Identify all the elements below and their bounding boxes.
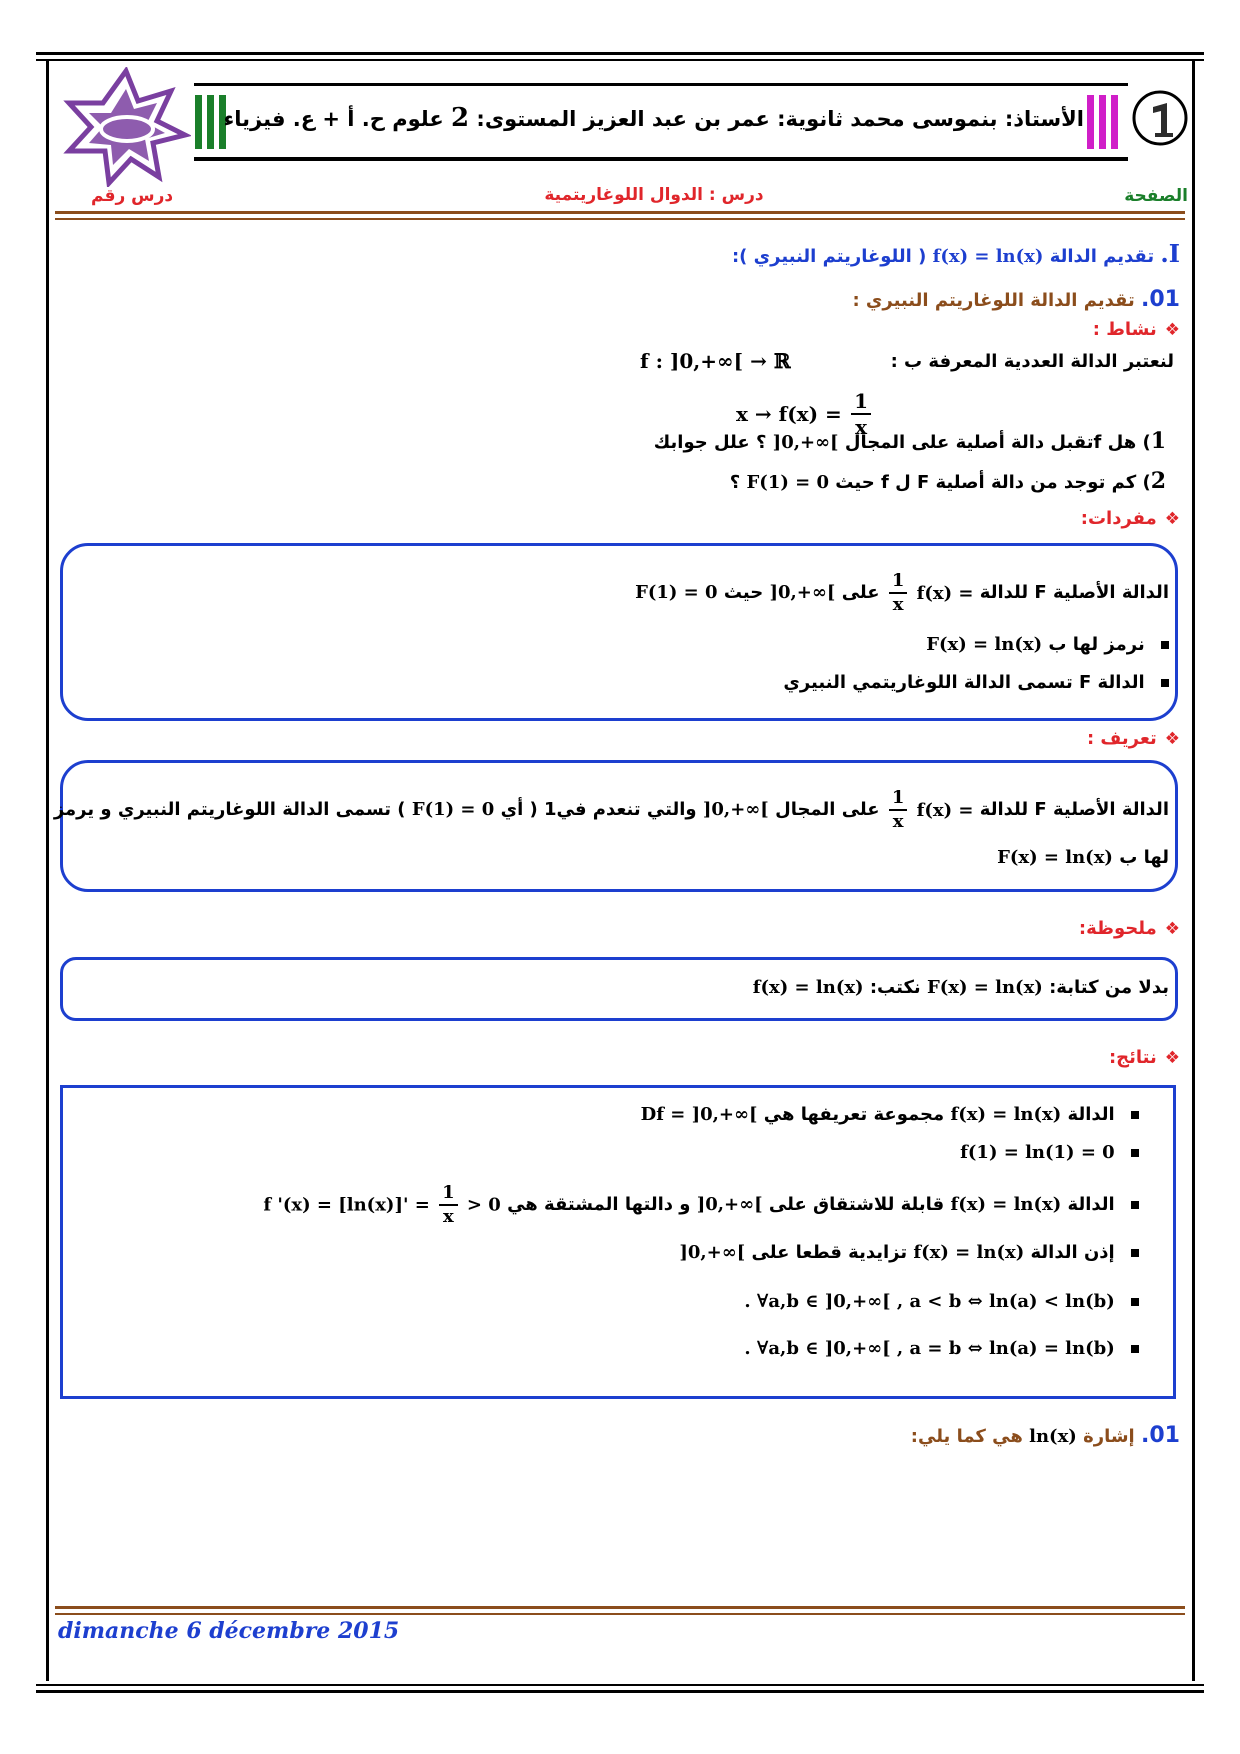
result-3-deriv [263,1184,500,1226]
definition-line1-f: f(x) = [916,799,974,821]
definition-box [53,760,1178,892]
definition-line1-den: x [892,811,904,832]
bullet-icon [1131,1249,1139,1257]
bottom-rule-inner [36,1684,1204,1686]
result-1-domain: Df = ]0,+∞[ [640,1104,758,1125]
definition-line1-interval: ]0,+∞[ [702,799,769,820]
footer-divider-2 [55,1613,1185,1615]
result-2 [960,1142,1139,1163]
bullet-icon [1131,1149,1139,1157]
definition-line-1 [54,789,1169,831]
vocab-line1-den: x [892,594,904,615]
bullet-icon [1131,1201,1139,1209]
results-heading [1109,1047,1180,1068]
q1-text: هل fتقبل دالة أصلية على المجال [844,432,1137,453]
result-4-a: إذن الدالة [1030,1242,1115,1263]
result-4-interval: ]0,+∞[ [679,1242,746,1263]
question-2: 2) كم توجد من دالة أصلية F ل f حيث F(1) = 0 ؟ [729,468,1166,494]
note-heading [1079,918,1180,939]
top-rule-outer [36,52,1204,55]
diamond-icon: ❖ [1164,320,1180,340]
activity-heading [1093,319,1180,340]
q2-text: كم توجد من دالة أصلية F ل f حيث [835,472,1137,493]
map-rule-den: x [855,415,868,439]
page-label: الصفحة [1124,186,1188,206]
vocab-line1-num: 1 [889,572,908,594]
note-box [60,957,1178,1021]
vocab-line1-f: f(x) = [916,582,974,604]
activity-heading-text: نشاط : [1092,319,1157,340]
section-I-title-before: تقديم الدالة [1049,246,1155,267]
results-box [60,1085,1176,1399]
definition-heading [1087,728,1180,749]
result-3-c: و دالتها المشتقة هي [507,1194,691,1215]
note-text-b: نكتب: [869,977,921,998]
definition-line-2 [997,847,1169,868]
result-4 [679,1242,1139,1263]
result-3-deriv-left: f '(x) = [ln(x)]' = [263,1194,430,1216]
vocab-line2-formula: F(x) = ln(x) [926,634,1043,655]
sign-heading [911,1423,1180,1448]
vocab-line1-a: الدالة الأصلية F للدالة [979,582,1169,603]
vocab-line-1 [635,572,1169,614]
result-2-formula: f(1) = ln(1) = 0 [960,1142,1115,1163]
right-border [1192,61,1195,1681]
result-5 [744,1291,1139,1312]
sign-title-a: إشارة [1083,1426,1135,1447]
result-3-fraction [439,1184,458,1226]
section-I-numeral: I. [1160,239,1180,268]
vocab-line-2 [926,634,1169,655]
sign-formula: ln(x) [1029,1426,1077,1447]
note-formula-a: F(x) = ln(x) [926,977,1043,998]
result-1 [641,1104,1139,1125]
vocab-box [60,543,1178,721]
note-text-a: بدلا من كتابة: [1049,977,1169,998]
question-1: 1) هل fتقبل دالة أصلية على المجال ]0,+∞[ ؟ علل جوابك [653,428,1166,454]
note-formula-b: f(x) = ln(x) [752,977,864,998]
section-I-heading [732,239,1180,268]
title-bar-bottom [194,157,1128,161]
vocab-line2: نرمز لها ب [1048,634,1145,655]
result-1-b: مجموعة تعريفها هي [763,1104,945,1125]
vocab-line1-interval: ]0,+∞[ [769,582,836,603]
result-1-a: الدالة [1067,1104,1115,1125]
note-heading-text: ملحوظة: [1078,918,1157,939]
definition-line2: لها ب [1119,847,1169,868]
vocab-line1-fraction [889,572,908,614]
result-3-deriv-right: > 0 [466,1194,501,1216]
bullet-icon [1161,641,1169,649]
definition-line1-fraction [889,789,908,831]
result-3-f: f(x) = ln(x) [950,1194,1062,1215]
result-6 [744,1338,1139,1359]
result-3-a: الدالة [1067,1194,1115,1215]
bullet-icon [1161,679,1169,687]
sign-number: 01. [1141,1423,1180,1448]
q1-interval: ]0,+∞[ [772,432,839,453]
section-I-formula: f(x) = ln(x) [932,246,1044,267]
result-4-b: تزايدية قطعا على [751,1242,908,1263]
vocab-line1-c: حيث [723,582,764,603]
q1-end: ؟ علل جوابك [653,432,767,453]
vocab-line1-cond: F(1) = 0 [635,582,718,603]
activity-map-domain: f : ]0,+∞[ → ℝ [640,349,791,373]
bullet-icon [1131,1111,1139,1119]
level-number: 2 [451,103,470,133]
bullet-icon [1131,1345,1139,1353]
result-3-interval: ]0,+∞[ [696,1194,763,1215]
definition-line1-a: الدالة الأصلية F للدالة [979,799,1169,820]
vocab-heading [1081,508,1180,529]
teacher-line: الأستاذ: بنموسى محمد ثانوية: عمر بن عبد العزيز المستوى: [476,107,1084,131]
footer-divider [55,1606,1185,1609]
result-5-formula: . ∀a,b ∈ ]0,+∞[ , a < b ⇔ ln(a) < ln(b) [744,1291,1115,1312]
result-3-den: x [443,1206,454,1227]
sign-title-b: هي كما يلي: [910,1426,1023,1447]
diamond-icon: ❖ [1164,509,1180,529]
result-3-b: قابلة للاشتقاق على [768,1194,945,1215]
results-heading-text: نتائج: [1108,1047,1157,1068]
diamond-icon: ❖ [1164,729,1180,749]
q2-end: ؟ [729,472,741,493]
result-6-formula: . ∀a,b ∈ ]0,+∞[ , a = b ⇔ ln(a) = ln(b) [744,1338,1115,1359]
definition-line1-num: 1 [889,789,908,811]
definition-line1-d: ) تسمى الدالة اللوغاريتم النبيري و يرمز [53,799,406,820]
q2-number: 2 [1150,468,1166,494]
level-rest: علوم ح. أ + ع. فيزياء [223,107,444,131]
map-rule-num: 1 [851,391,871,415]
result-1-f: f(x) = ln(x) [950,1104,1062,1125]
diamond-icon: ❖ [1164,919,1180,939]
content [53,225,1180,1675]
vocab-line1-b: على [841,582,880,603]
magenta-stripes [1087,95,1127,149]
vocab-heading-text: مفردات: [1080,508,1157,529]
activity-intro-text: لنعتبر الدالة العددية المعرفة ب : [890,351,1174,372]
bullet-icon [1131,1298,1139,1306]
lesson-title: درس : الدوال اللوغاريتمية [544,185,764,205]
footer-date: dimanche 6 décembre 2015 [58,1618,400,1644]
circle-logo-icon [1131,89,1189,147]
subsection-01-heading [852,287,1180,312]
header-teacher-line [223,103,1084,133]
bottom-rule-outer [36,1690,1204,1693]
definition-line1-c: والتي تنعدم في1 ( أي [500,799,697,820]
subsection-01-number: 01. [1141,287,1180,312]
header-divider [55,211,1185,214]
result-3-num: 1 [439,1184,458,1206]
diamond-icon: ❖ [1164,1048,1180,1068]
vocab-line3: الدالة F تسمى الدالة اللوغاريتمي النبيري [783,672,1145,693]
subsection-01-title: تقديم الدالة اللوغاريتم النبيري : [852,290,1135,311]
result-4-f: f(x) = ln(x) [913,1242,1025,1263]
q2-cond: F(1) = 0 [746,472,830,493]
note-line [753,977,1169,998]
result-3 [263,1184,1139,1226]
activity-intro [891,351,1174,372]
definition-line2-formula: F(x) = ln(x) [997,847,1113,868]
header [49,61,1192,211]
vocab-line-3 [783,672,1169,693]
section-I-title-after: ( اللوغاريتم النبيري ): [731,246,927,267]
star-logo-icon [61,67,191,187]
definition-heading-text: تعريف : [1086,728,1157,749]
title-bar-top [194,83,1128,86]
lesson-number-label: درس رقم [91,186,174,206]
map-rule-left: x → f(x) = [736,402,842,426]
left-border [46,61,49,1681]
header-divider-2 [55,218,1185,220]
q1-number: 1 [1150,428,1166,454]
definition-line1-b: على المجال [775,799,880,820]
definition-line1-cond: F(1) = 0 [411,799,495,820]
